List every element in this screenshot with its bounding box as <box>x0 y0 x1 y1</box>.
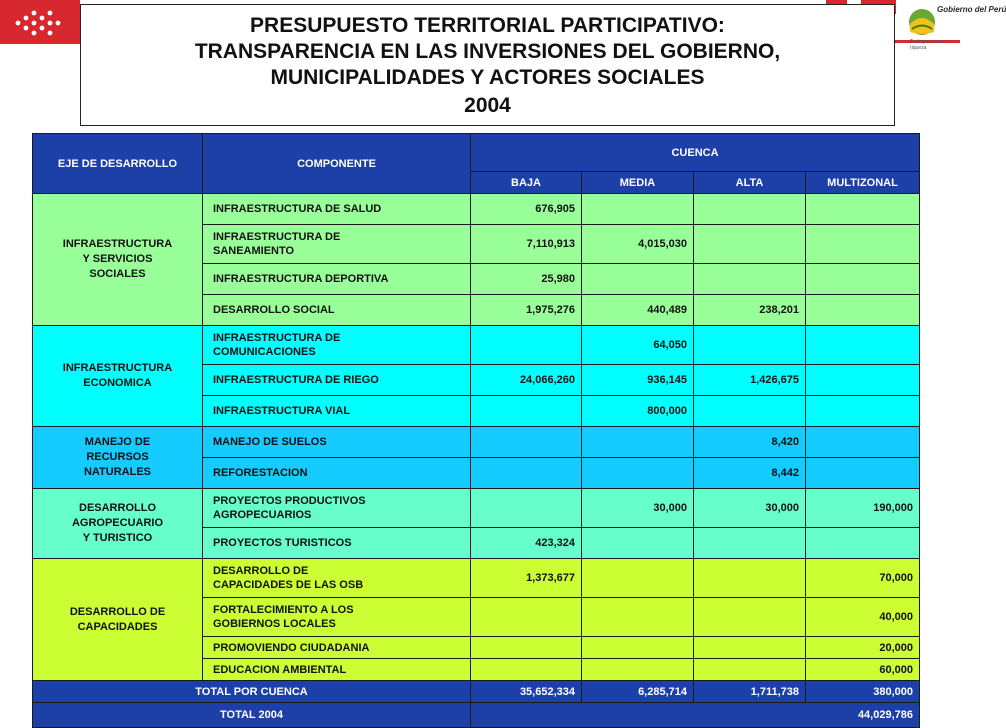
componente-cell: REFORESTACION <box>203 458 471 489</box>
total-2004-value: 44,029,786 <box>471 703 920 728</box>
total-cuenca-baja: 35,652,334 <box>471 681 582 703</box>
eje-cell: INFRAESTRUCTURA Y SERVICIOS SOCIALES <box>33 194 203 326</box>
total-cuenca-multizonal: 380,000 <box>806 681 920 703</box>
componente-cell: DESARROLLO SOCIAL <box>203 295 471 326</box>
total-2004-label: TOTAL 2004 <box>33 703 471 728</box>
componente-cell: INFRAESTRUCTURA DEPORTIVA <box>203 264 471 295</box>
gov-logo-tagline: Trabajar es una riqueza <box>910 39 945 51</box>
value-cell-baja <box>471 396 582 427</box>
value-cell-media <box>582 194 694 225</box>
value-cell-alta <box>694 225 806 264</box>
header-eje: EJE DE DESARROLLO <box>33 134 203 194</box>
table-row <box>33 427 920 458</box>
table-row <box>33 559 920 598</box>
componente-cell: DESARROLLO DE CAPACIDADES DE LAS OSB <box>203 559 471 598</box>
value-cell-alta <box>694 598 806 637</box>
value-cell-alta <box>694 264 806 295</box>
value-cell-alta: 8,442 <box>694 458 806 489</box>
value-cell-media: 800,000 <box>582 396 694 427</box>
title-line-3: MUNICIPALIDADES Y ACTORES SOCIALES <box>270 66 705 89</box>
value-cell-alta: 8,420 <box>694 427 806 458</box>
componente-cell: MANEJO DE SUELOS <box>203 427 471 458</box>
title-line-1: PRESUPUESTO TERRITORIAL PARTICIPATIVO: <box>250 14 725 37</box>
value-cell-media <box>582 427 694 458</box>
componente-cell: INFRAESTRUCTURA DE COMUNICACIONES <box>203 326 471 365</box>
value-cell-media <box>582 659 694 681</box>
value-cell-multizonal: 190,000 <box>806 489 920 528</box>
componente-cell: PROMOVIENDO CIUDADANIA <box>203 637 471 659</box>
value-cell-media <box>582 598 694 637</box>
header-col-baja: BAJA <box>471 172 582 194</box>
value-cell-multizonal <box>806 264 920 295</box>
componente-cell: PROYECTOS TURISTICOS <box>203 528 471 559</box>
value-cell-baja <box>471 427 582 458</box>
table-row <box>33 326 920 365</box>
componente-cell: EDUCACION AMBIENTAL <box>203 659 471 681</box>
header-col-multizonal: MULTIZONAL <box>806 172 920 194</box>
budget-table <box>32 133 920 728</box>
value-cell-multizonal: 20,000 <box>806 637 920 659</box>
total-cuenca-media: 6,285,714 <box>582 681 694 703</box>
title-box <box>80 4 895 126</box>
value-cell-multizonal <box>806 326 920 365</box>
value-cell-alta: 30,000 <box>694 489 806 528</box>
eje-cell: DESARROLLO AGROPECUARIO Y TURISTICO <box>33 489 203 559</box>
value-cell-multizonal <box>806 427 920 458</box>
total-por-cuenca-row <box>33 681 920 703</box>
value-cell-media: 30,000 <box>582 489 694 528</box>
title-line-2: TRANSPARENCIA EN LAS INVERSIONES DEL GOBIERNO, <box>194 40 781 63</box>
eje-cell: DESARROLLO DE CAPACIDADES <box>33 559 203 681</box>
value-cell-baja <box>471 458 582 489</box>
value-cell-baja: 7,110,913 <box>471 225 582 264</box>
componente-cell: INFRAESTRUCTURA DE RIEGO <box>203 365 471 396</box>
value-cell-media: 4,015,030 <box>582 225 694 264</box>
table-row <box>33 194 920 225</box>
value-cell-alta <box>694 559 806 598</box>
value-cell-baja: 1,373,677 <box>471 559 582 598</box>
componente-cell: FORTALECIMIENTO A LOS GOBIERNOS LOCALES <box>203 598 471 637</box>
value-cell-media <box>582 637 694 659</box>
header-componente: COMPONENTE <box>203 134 471 194</box>
value-cell-media <box>582 528 694 559</box>
value-cell-baja <box>471 637 582 659</box>
eje-cell: MANEJO DE RECURSOS NATURALES <box>33 427 203 489</box>
value-cell-media <box>582 458 694 489</box>
value-cell-media: 64,050 <box>582 326 694 365</box>
total-cuenca-alta: 1,711,738 <box>694 681 806 703</box>
value-cell-media: 936,145 <box>582 365 694 396</box>
value-cell-baja <box>471 659 582 681</box>
value-cell-alta <box>694 194 806 225</box>
value-cell-multizonal: 60,000 <box>806 659 920 681</box>
value-cell-alta <box>694 326 806 365</box>
value-cell-baja: 25,980 <box>471 264 582 295</box>
title-year: 2004 <box>464 94 511 117</box>
componente-cell: INFRAESTRUCTURA DE SALUD <box>203 194 471 225</box>
value-cell-multizonal: 70,000 <box>806 559 920 598</box>
value-cell-media <box>582 264 694 295</box>
header-col-media: MEDIA <box>582 172 694 194</box>
value-cell-media <box>582 559 694 598</box>
value-cell-multizonal <box>806 194 920 225</box>
value-cell-alta <box>694 637 806 659</box>
componente-cell: INFRAESTRUCTURA DE SANEAMIENTO <box>203 225 471 264</box>
value-cell-baja: 423,324 <box>471 528 582 559</box>
table-row <box>33 489 920 528</box>
value-cell-multizonal: 40,000 <box>806 598 920 637</box>
header-col-alta: ALTA <box>694 172 806 194</box>
value-cell-multizonal <box>806 458 920 489</box>
value-cell-alta <box>694 396 806 427</box>
value-cell-multizonal <box>806 528 920 559</box>
value-cell-baja: 1,975,276 <box>471 295 582 326</box>
value-cell-baja <box>471 598 582 637</box>
value-cell-alta: 238,201 <box>694 295 806 326</box>
value-cell-baja <box>471 489 582 528</box>
value-cell-alta <box>694 659 806 681</box>
value-cell-multizonal <box>806 295 920 326</box>
value-cell-baja <box>471 326 582 365</box>
value-cell-multizonal <box>806 225 920 264</box>
total-por-cuenca-label: TOTAL POR CUENCA <box>33 681 471 703</box>
dots-logo-icon <box>12 6 68 40</box>
value-cell-multizonal <box>806 396 920 427</box>
header-cuenca: CUENCA <box>471 134 920 172</box>
value-cell-alta: 1,426,675 <box>694 365 806 396</box>
value-cell-alta <box>694 528 806 559</box>
eje-cell: INFRAESTRUCTURA ECONOMICA <box>33 326 203 427</box>
value-cell-multizonal <box>806 365 920 396</box>
componente-cell: PROYECTOS PRODUCTIVOS AGROPECUARIOS <box>203 489 471 528</box>
value-cell-baja: 24,066,260 <box>471 365 582 396</box>
total-2004-row <box>33 703 920 728</box>
componente-cell: INFRAESTRUCTURA VIAL <box>203 396 471 427</box>
gov-logo-brand: Gobierno del Perú <box>937 5 1006 14</box>
value-cell-baja: 676,905 <box>471 194 582 225</box>
value-cell-media: 440,489 <box>582 295 694 326</box>
